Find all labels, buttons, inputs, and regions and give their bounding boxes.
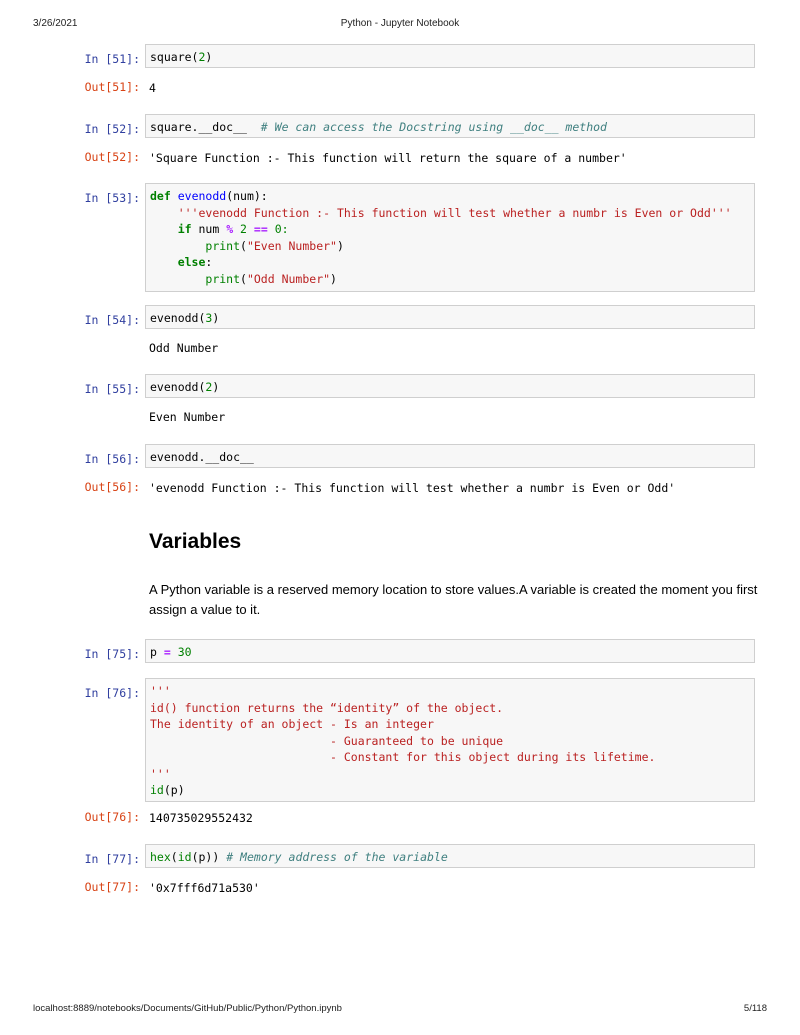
code-arg: 2: [198, 50, 206, 64]
docstring-line: - Constant for this object during its lifetime.: [150, 750, 656, 764]
call-args: (p)): [191, 850, 227, 864]
builtin-hex: hex: [150, 850, 171, 864]
kw-def: def: [150, 189, 171, 203]
in-prompt-77: In [77]:: [84, 852, 140, 866]
docstring: '''evenodd Function :- This function will test whether a numbr is Even or Odd''': [177, 205, 732, 220]
str-odd: "Odd Number": [246, 271, 331, 286]
section-heading: Variables: [149, 530, 242, 553]
func-params: (num):: [226, 189, 268, 203]
func-name: evenodd: [177, 189, 227, 203]
builtin-id: id: [177, 850, 192, 864]
docstring-line: - Guaranteed to be unique: [150, 733, 504, 748]
code-cell-52[interactable]: [145, 114, 755, 138]
in-prompt-56: In [56]:: [84, 452, 140, 466]
in-prompt-55: In [55]:: [84, 382, 140, 396]
out-prompt-77: Out[77]:: [84, 880, 140, 894]
in-prompt-52: In [52]:: [84, 122, 140, 136]
cond-b: 2: [233, 222, 254, 236]
page-number: 5/118: [743, 1003, 767, 1014]
cond-c: 0:: [267, 222, 289, 236]
out-prompt-56: Out[56]:: [84, 480, 140, 494]
code-arg: 3: [205, 311, 213, 325]
in-prompt-53: In [53]:: [84, 191, 140, 205]
code-comment: # We can access the Docstring using __doc__ method: [260, 120, 607, 134]
code-cell-76[interactable]: [145, 678, 755, 802]
code-var: p: [150, 645, 157, 659]
code-cell-77[interactable]: [145, 844, 755, 868]
code-assign: =: [163, 645, 171, 659]
print-date: 3/26/2021: [33, 18, 78, 29]
str-even: "Even Number": [246, 238, 337, 253]
builtin-id: id: [150, 783, 164, 797]
docstring-line: id() function returns the “identity” of the object.: [150, 700, 504, 715]
print-title: Python - Jupyter Notebook: [340, 18, 460, 29]
code-cell-54[interactable]: evenodd(3): [145, 305, 755, 329]
call-args: (p): [163, 783, 185, 797]
docstring-line: ''': [150, 684, 171, 698]
output-76: 140735029552432: [149, 811, 253, 825]
code-fn: evenodd: [150, 380, 199, 394]
code-expr: evenodd.__doc__: [150, 450, 254, 464]
in-prompt-51: In [51]:: [84, 52, 140, 66]
kw-if: if: [177, 222, 192, 236]
code-cell-56[interactable]: [145, 444, 755, 468]
code-cell-51[interactable]: square(2): [145, 44, 755, 68]
code-cell-75[interactable]: [145, 639, 755, 663]
out-prompt-52: Out[52]:: [84, 150, 140, 164]
builtin-print: print: [205, 238, 241, 253]
kw-else: else: [177, 255, 206, 269]
cond-a: num: [191, 222, 227, 236]
stdout-54: Odd Number: [149, 341, 219, 355]
section-paragraph: A Python variable is a reserved memory location to store values.A variable is created the moment you first assign a value to it.: [149, 582, 758, 617]
code-cell-53[interactable]: def evenodd(num): '''evenodd Function :- This function will test whether a numbr is Even or Odd''' if num % 2 == 0: print("Even Number") else: print("Odd Number"): [145, 183, 755, 292]
output-77: '0x7fff6d71a530': [149, 881, 260, 895]
code-comment: # Memory address of the variable: [226, 850, 448, 864]
op-mod: %: [226, 222, 234, 236]
code-fn: square: [150, 50, 192, 64]
code-expr: square.__doc__: [150, 120, 247, 134]
in-prompt-54: In [54]:: [84, 313, 140, 327]
output-56: 'evenodd Function :- This function will test whether a numbr is Even or Odd': [149, 481, 676, 495]
builtin-print: print: [205, 271, 241, 286]
docstring-line: ''': [150, 766, 171, 781]
stdout-55: Even Number: [149, 410, 226, 424]
in-prompt-76: In [76]:: [84, 686, 140, 700]
out-prompt-76: Out[76]:: [84, 810, 140, 824]
docstring-line: The identity of an object - Is an integer: [150, 717, 434, 731]
print-url: localhost:8889/notebooks/Documents/GitHub/Public/Python/Python.ipynb: [33, 1003, 342, 1014]
code-val: 30: [177, 645, 192, 659]
code-fn: evenodd: [150, 311, 199, 325]
code-cell-55[interactable]: evenodd(2): [145, 374, 755, 398]
in-prompt-75: In [75]:: [84, 647, 140, 661]
paren: (: [170, 850, 178, 864]
output-51: 4: [149, 81, 156, 95]
code-arg: 2: [205, 380, 213, 394]
op-eq: ==: [253, 222, 268, 236]
output-52: 'Square Function :- This function will return the square of a number': [149, 151, 627, 165]
out-prompt-51: Out[51]:: [84, 80, 140, 94]
